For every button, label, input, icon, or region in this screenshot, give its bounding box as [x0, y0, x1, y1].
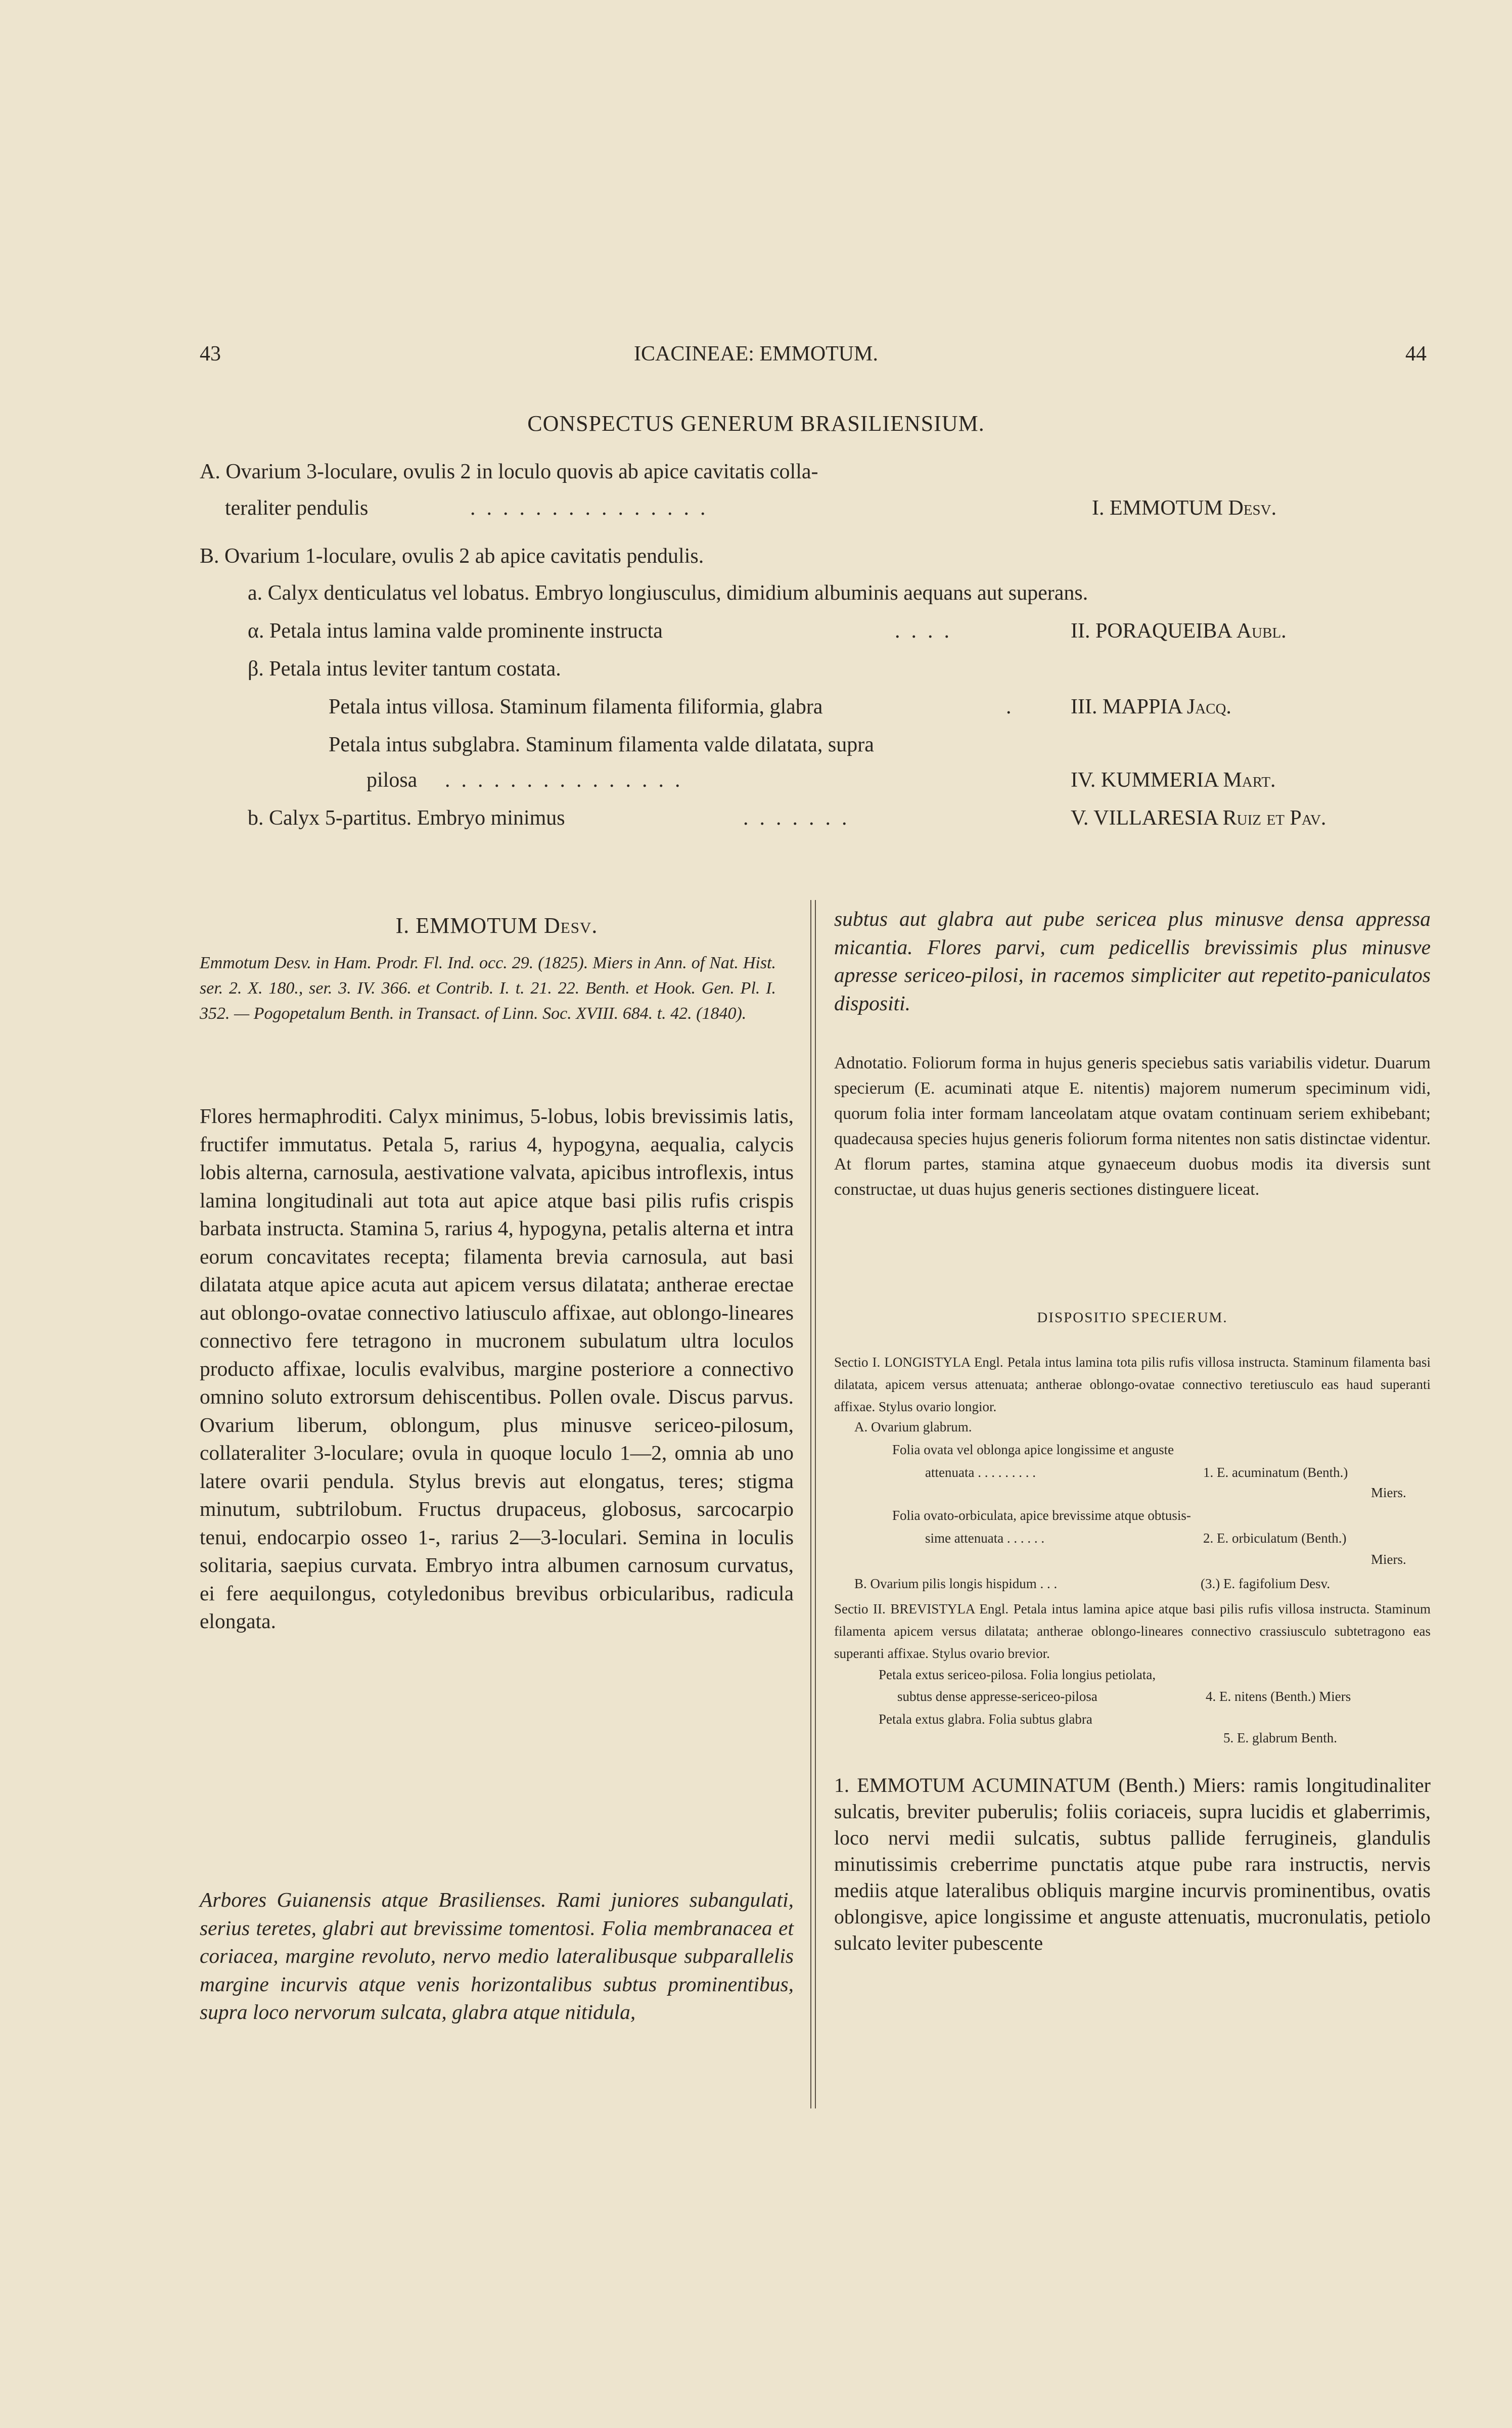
- genus-author: Ruiz et Pav.: [1222, 806, 1326, 830]
- s2-key-1a: Petala extus sericeo-pilosa. Folia longius petiolata,: [879, 1667, 1156, 1682]
- key-b-dots: .......: [743, 806, 858, 830]
- page-number-right: 44: [1405, 342, 1427, 366]
- genus-author: Desv.: [1228, 497, 1277, 520]
- key-B-line: B. Ovarium 1-loculare, ovulis 2 ab apice cavitatis pendulis.: [200, 545, 704, 568]
- s1-key-A: A. Ovarium glabrum.: [854, 1419, 972, 1434]
- key-alpha-result: [1071, 617, 1287, 645]
- key-b-result: [1071, 804, 1326, 832]
- s1-key-1-author: Miers.: [1371, 1485, 1406, 1500]
- adnotatio: Adnotatio. Foliorum forma in hujus generis speciebus satis variabilis videtur. Duarum specierum (E. acuminati atque E. nitentis) majorem numerum speciminum vidi, quorum folia inter formam lanceolatam atque ovatam continuam seriem exhibebant; quadecausa species hujus generis foliorum forma nitentes non satis distinctae videntur. At florum partes, stamina atque gynaeceum duobus modis ita diversis sunt constructae, ut duas hujus generis sectiones distinguere liceat.: [834, 1054, 1431, 1199]
- s1-key-1b: attenuata . . . . . . . . .: [925, 1465, 1036, 1480]
- s2-key-1b: subtus dense appresse-sericeo-pilosa: [897, 1689, 1097, 1704]
- sectio-2: Sectio II. BREVISTYLA Engl. Petala intus lamina apice atque basi pilis rufis villosa instructa. Staminum filamenta apicem versus dilatata; antherae oblongo-lineares connectivo crassiusculo subtetragono eas superanti affixae. Stylus ovario brevior.: [834, 1601, 1431, 1661]
- page-number-left: 43: [200, 342, 221, 366]
- genus-name: IV. KUMMERIA: [1071, 769, 1218, 792]
- key-a-line: a. Calyx denticulatus vel lobatus. Embryo longiusculus, dimidium albuminis aequans aut superans.: [248, 581, 1088, 605]
- s1-key-2-result: 2. E. orbiculatum (Benth.): [1203, 1531, 1347, 1546]
- key-A-line2: teraliter pendulis: [225, 497, 369, 520]
- key-beta2-line2: pilosa: [366, 769, 418, 792]
- key-A-dots: ...............: [470, 497, 717, 520]
- sectio-1: Sectio I. LONGISTYLA Engl. Petala intus lamina tota pilis rufis villosa instructa. Staminum filamenta basi dilatata, apicem versus attenuata; antherae oblongo-ovatae connectivo teretiusculo eas haud superanti affixae. Stylus ovario longior.: [834, 1355, 1431, 1414]
- s1-key-1-result: 1. E. acuminatum (Benth.): [1203, 1465, 1348, 1480]
- s1-key-B-result: (3.) E. fagifolium Desv.: [1201, 1576, 1331, 1591]
- key-beta2-dots: ...............: [445, 769, 692, 792]
- key-beta2-result: [1071, 766, 1276, 794]
- key-b-line: b. Calyx 5-partitus. Embryo minimus: [248, 806, 565, 830]
- genus-description: Flores hermaphroditi. Calyx minimus, 5-lobus, lobis brevissimis latis, fructifer immutatus. Petala 5, rarius 4, hypogyna, aequalia, calycis lobis alterna, carnosula, aestivatione valvata, apicibus introflexis, intus lamina longitudinali aut tota aut apice atque basi pilis rufis crispis barbata instructa. Stamina 5, rarius 4, hypogyna, petalis alterna et intra eorum concavitates recepta; filamenta brevia carnosula, aut basi dilatata atque apice acuta aut apicem versus dilatata; antherae erectae aut oblongo-ovatae connectivo latiusculo affixae, aut oblongo-lineares connectivo fere tetragono in mucronem subulatum ultra loculos producto affixae, loculis evalvibus, margine posteriore a connectivo omnino soluto extrorsum dehiscentibus. Pollen ovale. Discus parvus. Ovarium liberum, oblongum, plus minusve sericeo-pilosum, collateraliter 3-loculare; ovula in quoque loculo 1—2, omnia ab uno latere ovarii pendula. Stylus brevis aut elongatus, teres; stigma minutum, subtrilobum. Fructus drupaceus, globosus, sarcocarpio tenui, endocarpio osseo 1-, rarius 2—3-loculari. Semina in loculis solitaria, saepius curvata. Embryo intra albumen carnosum curvatus, ei fere aequilongus, cotyledonibus brevibus orbicularibus, radicula elongata.: [200, 1104, 794, 1633]
- s2-key-2-result: 5. E. glabrum Benth.: [1223, 1730, 1337, 1745]
- genus-habit: Arbores Guianensis atque Brasilienses. Rami juniores subangulati, serius teretes, glabri aut brevissime tomentosi. Folia membranacea et coriacea, margine revoluto, nervo medio lateralibusque subparallelis margine incurvis atque venis horizontalibus subtus prominentibus, supra loco nervorum sulcata, glabra atque nitidula,: [200, 1888, 794, 2024]
- key-alpha-dots: ....: [895, 619, 960, 643]
- habit-continued: subtus aut glabra aut pube sericea plus minusve densa appressa micantia. Flores parvi, cum pedicellis brevissimis plus minusve apresse sericeo-pilosi, in racemos simpliciter aut repetito-paniculatos dispositi.: [834, 907, 1431, 1015]
- s2-key-1-result: 4. E. nitens (Benth.) Miers: [1206, 1689, 1351, 1704]
- key-A-line1: A. Ovarium 3-loculare, ovulis 2 in loculo quovis ab apice cavitatis colla-: [200, 460, 818, 483]
- conspectus-title: CONSPECTUS GENERUM BRASILIENSIUM.: [527, 411, 985, 436]
- key-beta1-dot: .: [1006, 695, 1012, 718]
- key-alpha-line: α. Petala intus lamina valde prominente instructa: [248, 619, 663, 643]
- genus-name: I. EMMOTUM: [1092, 497, 1223, 520]
- s1-key-B: B. Ovarium pilis longis hispidum . . .: [854, 1576, 1058, 1591]
- key-beta1-result: [1071, 693, 1231, 721]
- genus-heading-author: Desv.: [543, 913, 598, 938]
- key-beta-line: β. Petala intus leviter tantum costata.: [248, 657, 561, 681]
- genus-name: V. VILLARESIA: [1071, 806, 1218, 830]
- key-beta1-line: Petala intus villosa. Staminum filamenta filiformia, glabra: [329, 695, 823, 718]
- s1-key-1a: Folia ovata vel oblonga apice longissime et anguste: [892, 1442, 1174, 1457]
- column-rule: [810, 900, 811, 2108]
- dispositio-title: DISPOSITIO SPECIERUM.: [1037, 1310, 1228, 1326]
- species-1-description: 1. EMMOTUM ACUMINATUM (Benth.) Miers: ramis longitudinaliter sulcatis, breviter puberulis; foliis coriaceis, supra lucidis et glaberrimis, loco nervi medii sulcatis, subtus pallide ferrugineis, glandulis minutissimis creberrime punctatis atque pube rara instructis, nervis mediis atque lateralibus obliquis margine incurvis prominentibus, ovatis oblongisve, apice longissime et anguste attenuatis, mucronulatis, petiolo sulcato leviter pubescente: [834, 1774, 1431, 1954]
- key-A-result: [1092, 494, 1276, 522]
- s1-key-2a: Folia ovato-orbiculata, apice brevissime atque obtusis-: [892, 1508, 1191, 1523]
- genus-name: II. PORAQUEIBA: [1071, 619, 1231, 643]
- synonymy: Emmotum Desv. in Ham. Prodr. Fl. Ind. occ. 29. (1825). Miers in Ann. of Nat. Hist. ser. 2. X. 180., ser. 3. IV. 366. et Contrib. I. t. 21. 22. Benth. et Hook. Gen. Pl. I. 352. — Pogopetalum Benth. in Transact. of Linn. Soc. XVIII. 684. t. 42. (1840).: [200, 954, 776, 1023]
- running-title: ICACINEAE: EMMOTUM.: [634, 342, 878, 366]
- genus-heading-name: I. EMMOTUM: [395, 913, 538, 938]
- column-rule: [815, 900, 816, 2108]
- genus-author: Mart.: [1223, 769, 1276, 792]
- genus-author: Jacq.: [1186, 695, 1231, 718]
- s1-key-2-author: Miers.: [1371, 1552, 1406, 1567]
- genus-author: Aubl.: [1236, 619, 1287, 643]
- genus-heading: [200, 913, 794, 938]
- s2-key-2: Petala extus glabra. Folia subtus glabra: [879, 1712, 1092, 1727]
- key-beta2-line1: Petala intus subglabra. Staminum filamenta valde dilatata, supra: [329, 733, 874, 756]
- genus-name: III. MAPPIA: [1071, 695, 1182, 718]
- s1-key-2b: sime attenuata . . . . . .: [925, 1531, 1045, 1546]
